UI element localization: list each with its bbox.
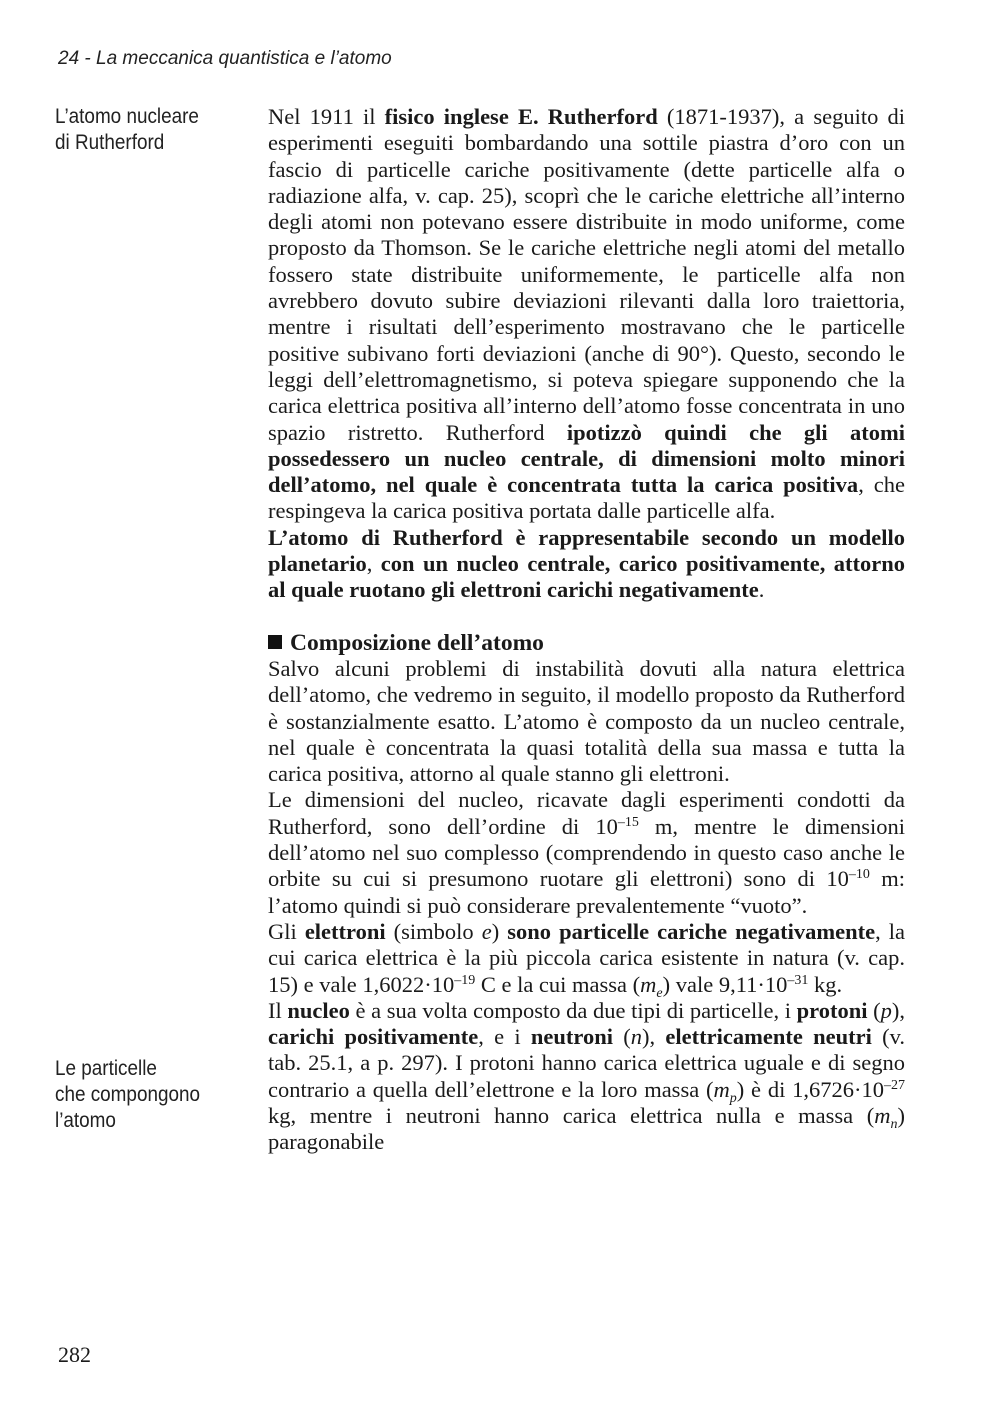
margin-note-line: L’atomo nucleare xyxy=(55,105,199,128)
margin-note-line: che compongono xyxy=(55,1083,201,1106)
section-heading: Composizione dell’atomo xyxy=(268,630,905,656)
margin-note-line: Le particelle xyxy=(55,1057,157,1080)
running-head: 24 - La meccanica quantistica e l’atomo xyxy=(58,48,392,69)
paragraph-composition: Salvo alcuni problemi di instabilità dovuti alla natura elettrica dell’atomo, che vedremo in seguito, il modello proposto da Rutherford è sostanzialmente esatto. L’atomo è composto da un nucleo centrale, nel quale è concentrata la quasi totalità della sua massa e tutta la carica positiva, attorno al quale stanno gli elettroni. xyxy=(268,655,905,787)
square-bullet-icon xyxy=(268,635,282,649)
margin-note-line: l’atomo xyxy=(55,1109,116,1132)
margin-note-rutherford-atom xyxy=(55,104,226,156)
page-number: 282 xyxy=(58,1342,91,1367)
paragraph-rutherford-experiment: Nel 1911 il fisico inglese E. Rutherford (1871-1937), a seguito di esperimenti eseguiti bombardando una sottile piastra d’oro con un fascio di particelle cariche positivamente (dette particelle alfa o radiazione alfa, v. cap. 25), scoprì che le cariche elettriche all’interno degli atomi non potevano essere distribuite in modo uniforme, come proposto da Thomson. Se le cariche elettriche negli atomi del metallo fossero state distribuite uniformemente, le particelle alfa non avrebbero dovuto subire deviazioni rilevanti dalla loro traiettoria, mentre i risultati dell’esperimento mostravano che le particelle positive subivano forti deviazioni (anche di 90°). Questo, secondo le leggi dell’elettromagnetismo, si poteva spiegare supponendo che la carica elettrica positiva all’interno dell’atomo fosse concentrata in uno spazio ristretto. Rutherford ipotizzò quindi che gli atomi possedessero un nucleo centrale, di dimensioni molto minori dell’atomo, nel quale è concentrata tutta la carica positiva, che respingeva la carica positiva portata dalle particelle alfa. xyxy=(268,104,906,524)
paragraph-nucleus: Il nucleo è a sua volta composto da due tipi di particelle, i protoni (p), carichi positivamente, e i neutroni (n), elettricamente neutri (v. tab. 25.1, a p. 297). I protoni hanno carica elettrica uguale e di segno contrario a quella dell’elettrone e la loro massa $(m_p)$ è di $1,6726\cdot 10^{-27}$ kg, mentre i neutroni hanno carica elettrica nulla e massa $(m_n)$ paragonabile xyxy=(268,997,905,1155)
margin-note-atom-particles xyxy=(55,1056,226,1134)
margin-note-line: di Rutherford xyxy=(55,131,165,154)
main-text xyxy=(268,104,905,1156)
paragraph-electrons: Gli elettroni (simbolo e) sono particelle cariche negativamente, la cui carica elettrica è la più piccola carica esistente in natura (v. cap. 15) e vale $1,6022\cdot 10^{-19}$ C e la cui massa $(m_e)$ vale $9,11\cdot 10^{-31}$ kg. xyxy=(268,918,905,1001)
paragraph-planetary-model: L’atomo di Rutherford è rappresentabile secondo un modello planetario, con un nucleo centrale, carico positivamente, attorno al quale ruotano gli elettroni carichi negativamente. xyxy=(268,524,905,603)
paragraph-dimensions: Le dimensioni del nucleo, ricavate dagli esperimenti condotti da Rutherford, sono dell’ordine di $10^{-15}$ m, mentre le dimensioni dell’atomo nel suo complesso (comprendendo in questo caso anche le orbite su cui si presumono ruotare gli elettroni) sono di $10^{-10}$ m: l’atomo quindi si può considerare prevalentemente “vuoto”. xyxy=(268,787,905,918)
